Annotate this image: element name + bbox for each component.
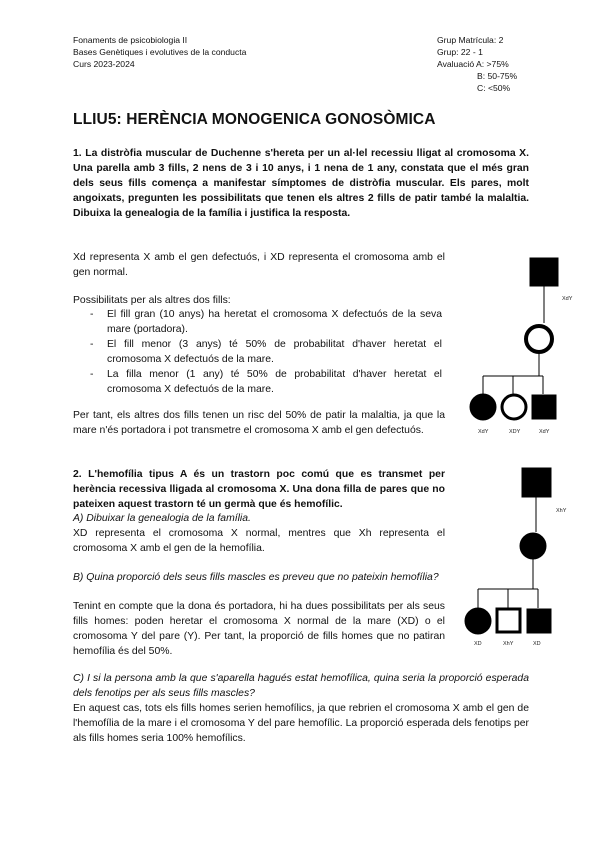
tree2-child-label: XD [533,641,541,647]
list-item: - El fill menor (3 anys) té 50% de probabilitat d'haver heretat el cromosoma X defectuós de la mare. [87,337,442,367]
q2-a-answer: XD representa el cromosoma X normal, mentres que Xh representa el cromosoma X amb el gen de la hemofília. [73,528,445,554]
list-item: - La filla menor (1 any) té 50% de probabilitat d'haver heretat el cromosoma X defectuós de la mare. [87,367,442,397]
q1-legend: Xd representa X amb el gen defectuós, i XD representa el cromosoma amb el gen normal. [73,252,445,278]
mother-carrier-circle [526,326,552,352]
q2-statement: 2. L'hemofília tipus A és un trastorn poc comú que es transmet per herència recessiva lligada al cromosoma X. Una dona filla de pares que no pateixen aquest trastorn té un germà que és hemofílic. [73,469,445,510]
q1-intro: Possibilitats per als altres dos fills: [73,295,231,306]
child-affected-square [527,609,551,633]
pedigree-tree-2 [465,468,551,634]
course-year: Curs 2023-2024 [73,59,135,69]
q2-b-answer: Tenint en compte que la dona és portadora, hi ha dues possibilitats per als seus fills homes: poden heretar el cromosoma X normal de la mare (XD) o el cromosoma Y del pare (Y). Per tant, la proporció de fills homes que no patiran hemofília és del 50%. [73,601,445,657]
tree1-child-label: XDY [509,429,521,435]
q1-conclusion: Per tant, els altres dos fills tenen un risc del 50% de patir la malaltia, ja que la mare n'és portadora i pot transmetre el cromosoma X amb el gen defectuós. [73,410,445,436]
q2-c-question: C) I si la persona amb la que s'aparella hagués estat hemofílica, quina seria la proporció esperada dels fenotips per als seus fills mascles? [73,673,529,699]
list-item: - El fill gran (10 anys) ha heretat el cromosoma X defectuós de la seva mare (portadora). [87,307,442,337]
tree2-father-label: XhY [556,508,567,514]
tree2-child-label: XD [474,641,482,647]
child-unaffected-square [497,609,520,632]
q1-statement: 1. La distròfia muscular de Duchenne s'hereta per un al·lel recessiu lligat al cromosoma X. Una parella amb 3 fills, 2 nens de 3 i 10 anys, i 1 nena de 1 any, constata que el més gran dels seus fills comença a manifestar símptomes de distròfia muscular. Els pares, molt angoixats, pregunten les possibilitats que tenen els altres 2 fills de patir també la malaltia. Dibuixa la genealogia de la família i justifica la resposta. [73,148,529,219]
child-carrier-circle [502,395,526,419]
grade-c: C: <50% [477,83,511,93]
group-number: Grup: 22 - 1 [437,47,483,57]
q2-a-question: A) Dibuixar la genealogia de la família. [73,513,251,524]
course-unit: Bases Genètiques i evolutives de la conducta [73,47,247,57]
daughter-circle [520,533,546,559]
tree1-father-label: XdY [562,296,573,302]
tree1-child-label: XdY [478,429,489,435]
grade-b: B: 50-75% [477,71,518,81]
grade-a: Avaluació A: >75% [437,59,509,69]
tree2-child-label: XhY [503,641,514,647]
child-affected-square [532,395,556,419]
child-circle [465,608,491,634]
q2-c-answer: En aquest cas, tots els fills homes serien hemofílics, ja que rebrien el cromosoma X amb el gen de l'hemofília de la mare i el cromosoma Y del pare hemofílic. La proporció esperada dels fenotips per als fills homes seria 100% hemofílics. [73,703,529,744]
child-affected-circle [470,394,496,420]
tree1-child-label: XdY [539,429,550,435]
father-affected-square [530,258,558,286]
pedigree-tree-1 [470,258,558,420]
father-affected-square [522,468,551,497]
course-subject: Fonaments de psicobiologia II [73,35,188,45]
group-enrolment: Grup Matrícula: 2 [437,35,504,45]
q2-b-question: B) Quina proporció dels seus fills mascles es preveu que no pateixin hemofília? [73,572,439,583]
page-title: LLIU5: HERÈNCIA MONOGENICA GONOSÒMICA [73,111,436,128]
